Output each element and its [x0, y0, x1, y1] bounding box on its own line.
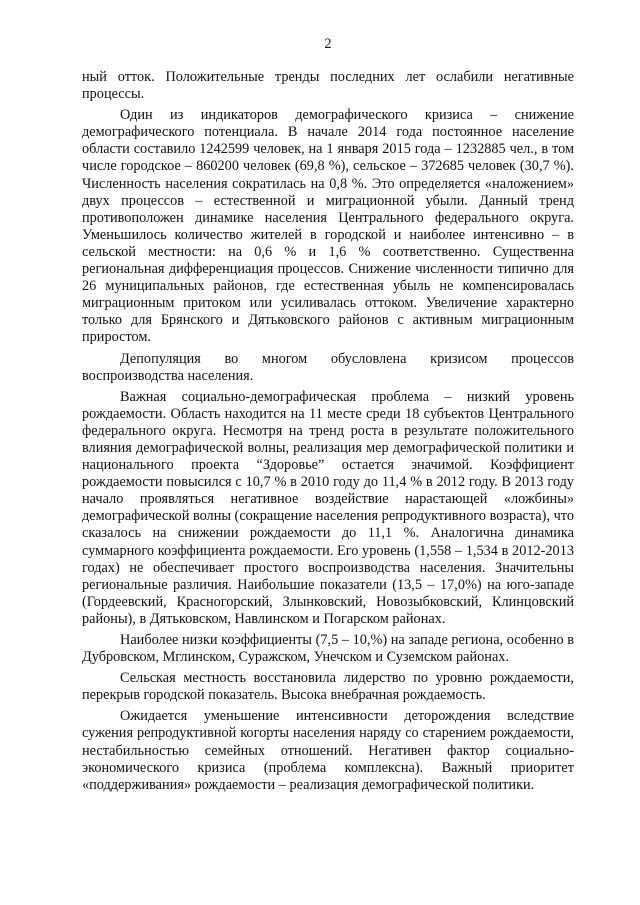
paragraph-demographic-potential: Один из индикаторов демографического кризиса – снижение демографического потенциала. В начале 2014 года постоянное население области составило 1242599 человек, на 1 января 2015 года – 1232885 чел., в том числе городское – 860200 человек (69,8 %), сельское – 372685 человек (30,7 %). Численность населения сократилась на 0,8 %. Это определяется «наложением» двух процессов – естественной и миграционной убыли. Данный тренд противоположен динамике населения Центрального федерального округа. Уменьшилось количество жителей в городской и наиболее интенсивно – в сельской местности: на 0,6 % и 1,6 % соответственно. Существенна региональная дифференциация процессов. Снижение численности типично для 26 муниципальных районов, где естественная убыль не компенсировалась миграционным притоком или усиливалась оттоком. Увеличение характерно только для Брянского и Дятьковского районов с активным миграционным приростом.	[82, 107, 574, 346]
paragraph-birth-rate: Важная социально-демографическая проблема – низкий уровень рождаемости. Область находится на 11 месте среди 18 субъектов Центрального федерального округа. Несмотря на тренд роста в результате положительного влияния демографической волны, реализация мер демографической политики и национального проекта “Здоровье” остается значимой. Коэффициент рождаемости повысился с 10,7 % в 2010 году до 11,4 % в 2012 году. В 2013 году начало проявляться негативное воздействие нарастающей «ложбины» демографической волны (сокращение населения репродуктивного возраста), что сказалось на снижении рождаемости до 11,1 %. Аналогична динамика суммарного коэффициента рождаемости. Его уровень (1,558 – 1,534 в 2012-2013 годах) не обеспечивает простого воспроизводства населения. Значительны региональные различия. Наибольшие показатели (13,5 – 17,0%) на юго-западе (Гордеевский, Красногорский, Злынковский, Новозыбковский, Клинцовский районы), в Дятьковском, Навлинском и Погарском районах.	[82, 388, 574, 627]
paragraph-outlook: Ожидается уменьшение интенсивности деторождения вследствие сужения репродуктивной когорты населения наряду со старением рождаемости, нестабильностью семейных отношений. Негативен фактор социально-экономического кризиса (проблема комплексна). Важный приоритет «поддерживания» рождаемости – реализация демографической политики.	[82, 708, 574, 793]
paragraph-continuation: ный отток. Положительные тренды последних лет ослабили негативные процессы.	[82, 69, 574, 103]
page-number: 2	[324, 36, 332, 52]
paragraph-depopulation: Депопуляция во многом обусловлена кризисом процессов воспроизводства населения.	[82, 350, 574, 384]
paragraph-lowest-rates: Наиболее низки коэффициенты (7,5 – 10,%) на западе региона, особенно в Дубровском, Мглинском, Суражском, Унечском и Суземском районах.	[82, 632, 574, 666]
paragraph-rural-areas: Сельская местность восстановила лидерство по уровню рождаемости, перекрыв городской показатель. Высока внебрачная рождаемость.	[82, 670, 574, 704]
